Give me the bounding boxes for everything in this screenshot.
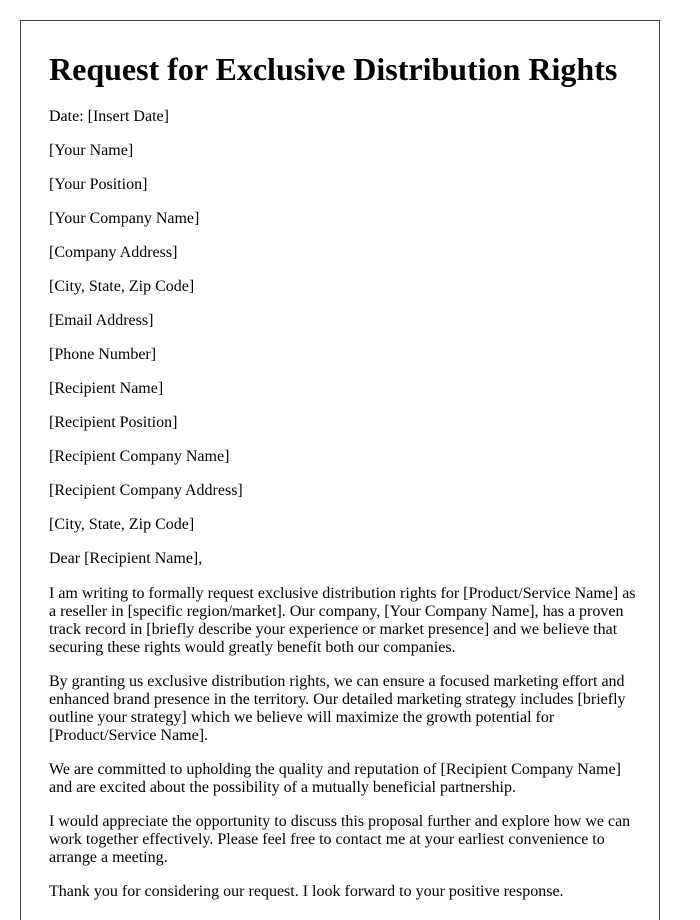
closing-paragraph: Thank you for considering our request. I look forward to your positive response. [49,883,564,900]
body-paragraph: By granting us exclusive distribution rights, we can ensure a focused marketing effort and enhanced brand presence in the territory. Our detailed marketing strategy includes [briefly outline your strategy] which we believe will maximize the growth potential for [Product/Service Name]. [49,673,626,744]
body-paragraph: I am writing to formally request exclusive distribution rights for [Product/Service Name] as a reseller in [specific region/market]. Our company, [Your Company Name], has a proven track record in [briefly describe your experience or market presence] and we believe that securing these rights would greatly benefit both our companies. [49,585,636,656]
recipient-city-state-zip: [City, State, Zip Code] [49,516,195,533]
salutation: Dear [Recipient Name], [49,550,203,567]
sender-name: [Your Name] [49,142,134,159]
sender-position: [Your Position] [49,176,148,193]
sender-phone: [Phone Number] [49,346,157,363]
recipient-company: [Recipient Company Name] [49,448,230,465]
recipient-name: [Recipient Name] [49,380,164,397]
sender-company: [Your Company Name] [49,210,200,227]
body-paragraph: We are committed to upholding the quality and reputation of [Recipient Company Name] and are excited about the possibility of a mutually beneficial partnership. [49,761,621,796]
letter-page [20,20,660,920]
letter-title: Request for Exclusive Distribution Rights [49,51,618,87]
sender-email: [Email Address] [49,312,154,329]
sender-address: [Company Address] [49,244,178,261]
recipient-position: [Recipient Position] [49,414,178,431]
body-paragraph: I would appreciate the opportunity to discuss this proposal further and explore how we can work together effectively. Please feel free to contact me at your earliest convenience to arrange a meeting. [49,813,631,866]
date-line: Date: [Insert Date] [49,108,169,125]
sender-city-state-zip: [City, State, Zip Code] [49,278,195,295]
recipient-address: [Recipient Company Address] [49,482,243,499]
